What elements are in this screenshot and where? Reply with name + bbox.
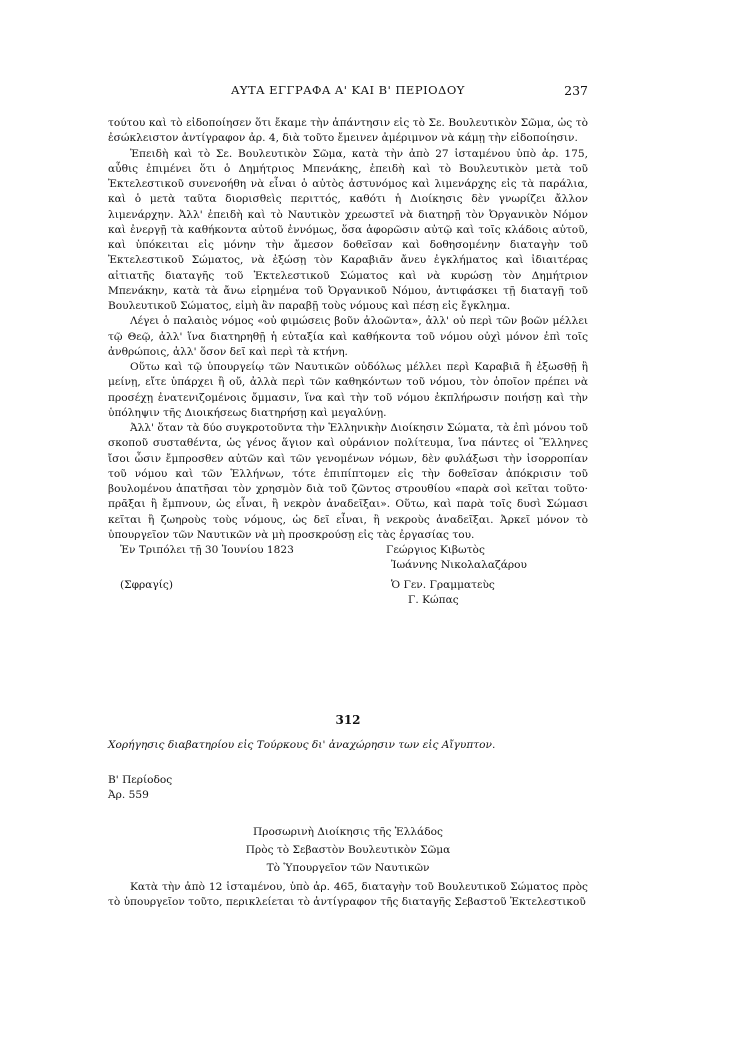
signer-name: Ἰωάννης Νικολαλαζάρου xyxy=(391,559,527,572)
place-date: Ἐν Τριπόλει τῇ 30 Ἰουνίου 1823 xyxy=(120,544,294,556)
seal-mark: (Σφραγίς) xyxy=(120,578,173,591)
address-block xyxy=(108,823,588,877)
signature-row xyxy=(108,558,588,573)
period-label: Β' Περίοδος xyxy=(108,774,173,786)
paragraph: Ἐπειδὴ καὶ τὸ Σε. Βουλευτικὸν Σῶμα, κατὰ τὴν ἀπὸ 27 ἱσταμένου ὑπὸ ἀρ. 175, αὖθις ἐπιμένει ὅτι ὁ Δημήτριος Μπενάκης, ἐπειδὴ καὶ τὸ Βουλευτικὸν μετὰ τοῦ Ἐκτελεστικοῦ συνενοήθη νὰ εἶναι ὁ αὐτὸς ἀστυνόμος καὶ λιμενάρχης εἰς τὰ παράλια, καὶ ὁ μετὰ ταῦτα διορισθεὶς περιττός, καθότι ἡ Διοίκησις δὲν γνωρίζει ἄλλον λιμενάρχην. Ἀλλ' ἐπειδὴ καὶ τὸ Ναυτικὸν χρεωστεῖ νὰ διατηρῇ τὸν Ὀργανικὸν Νόμον καὶ ἐνεργῇ τὰ καθήκοντα αὐτοῦ ἐννόμως, ὅσα ἀφορῶσιν αὐτῷ καὶ τοῖς κλάδοις αὐτοῦ, καὶ ὑπόκειται εἰς μόνην τὴν ἄμεσον δοθεῖσαν καὶ δοθησομένην διαταγὴν τοῦ Ἐκτελεστικοῦ Σώματος, νὰ ἐξώσῃ τὸν Καραβιᾶν ἄνευ ἐγκλήματος καὶ ἰδιαιτέρας αἰτιατῆς διαταγῆς τοῦ Ἐκτελεστικοῦ Σώματος καὶ νὰ κυρώσῃ τὸν Δημήτριον Μπενάκην, κατὰ τὰ ἄνω εἰρημένα τοῦ Ὀργανικοῦ Νόμου, ἀντιφάσκει τῇ διαταγῇ τοῦ Βουλευτικοῦ Σώματος, εἰμὴ ἂν παραβῇ τοὺς νόμους καὶ πέσῃ εἰς ἔγκλημα. xyxy=(108,147,588,312)
page-number: 237 xyxy=(564,83,588,98)
signer-name: Γεώργιος Κιβωτὸς xyxy=(386,544,485,556)
secretary-title: Ὁ Γεν. Γραμματεὺς xyxy=(391,578,495,591)
signature-row xyxy=(108,543,588,558)
secretary-name: Γ. Κώπας xyxy=(408,593,459,606)
signature-row xyxy=(108,593,588,608)
reference-number: Ἀρ. 559 xyxy=(108,789,149,802)
running-header xyxy=(108,83,588,99)
paragraph: Κατὰ τὴν ἀπὸ 12 ἱσταμένου, ὑπὸ ἀρ. 465, διαταγὴν τοῦ Βουλευτικοῦ Σώματος πρὸς τὸ ὑπουργεῖον τοῦτο, περικλείεται τὸ ἀντίγραφον τῆς διαταγῆς Σεβαστοῦ Ἐκτελεστικοῦ xyxy=(108,881,588,909)
main-text xyxy=(108,116,588,608)
address-line: Τὸ Ὑπουργεῖον τῶν Ναυτικῶν xyxy=(266,862,430,874)
address-line: Πρὸς τὸ Σεβαστὸν Βουλευτικὸν Σῶμα xyxy=(245,844,451,856)
paragraph: Λέγει ὁ παλαιὸς νόμος «οὐ φιμώσεις βοῦν ἀλοῶντα», ἀλλ' οὐ περὶ τῶν βοῶν μέλλει τῷ Θεῷ, ἀλλ' ἵνα διατηρηθῇ ἡ εὐταξία καὶ καθήκοντα τοῦ νόμου οὐχὶ μόνον ἐπὶ τοῖς ἀνθρώποις, ἀλλ' ὅσον δεῖ καὶ περὶ τὰ κτήνη. xyxy=(108,315,588,358)
document-title: Χορήγησις διαβατηρίου εἰς Τούρκους δι' ἀναχώρησιν των εἰς Αἴγυπτον. xyxy=(108,739,496,751)
address-line: Προσωρινὴ Διοίκησις τῆς Ἑλλάδος xyxy=(253,826,443,838)
period-block xyxy=(108,773,172,804)
running-title: ΑΥΤΑ ΕΓΓΡΑΦΑ Α' ΚΑΙ Β' ΠΕΡΙΟΔΟΥ xyxy=(231,83,465,97)
signature-row xyxy=(108,578,588,593)
paragraph: τούτου καὶ τὸ εἰδοποίησεν ὅτι ἔκαμε τὴν ἀπάντησιν εἰς τὸ Σε. Βουλευτικὸν Σῶμα, ὡς τὸ ἐσώκλειστον ἀντίγραφον ἀρ. 4, διὰ τοῦτο ἔμεινεν ἀμέριμνον νὰ κάμῃ τὴν εἰδοποίησιν. xyxy=(108,117,588,145)
document-number: 312 xyxy=(335,713,361,727)
paragraph: Ἀλλ' ὅταν τὰ δύο συγκροτοῦντα τὴν Ἑλληνικὴν Διοίκησιν Σώματα, τὰ ἐπὶ μόνου τοῦ σκοποῦ συσταθέντα, ὡς γένος ἅγιον καὶ οὐράνιον πολίτευμα, ἵνα πάντες οἱ Ἕλληνες ἴσοι ὦσιν ἔμπροσθεν αὐτῶν καὶ τῶν γενομένων νόμων, δὲν φυλάξωσι τὴν ἰσορροπίαν τοῦ νόμου καὶ τῶν Ἑλλήνων, τότε ἐπιπίπτομεν εἰς τὴν δοθεῖσαν ἀπόκρισιν τοῦ βουλομένου ἀπατῆσαι τὸν χρησμὸν διὰ τοῦ ζῶντος στρουθίου «παρὰ σοὶ κεῖται τοῦτο· πρᾶξαι ἢ ἔμπνουν, ὡς εἶναι, ἢ νεκρὸν ἀναδεῖξαι». Οὕτω, καὶ παρὰ τοῖς δυσὶ Σώμασι κεῖται ἢ ζωηροὺς τοὺς νόμους, ὡς δεῖ εἶναι, ἢ νεκροὺς ἀναδεῖξαι. Ἀρκεῖ μόνον τὸ ὑπουργεῖον τῶν Ναυτικῶν νὰ μὴ προσκρούσῃ εἰς τὰς ἐργασίας του. xyxy=(108,422,588,541)
paragraph: Οὕτω καὶ τῷ ὑπουργείῳ τῶν Ναυτικῶν οὐδόλως μέλλει περὶ Καραβιᾶ ἢ ἐξωσθῇ ἢ μείνῃ, εἴτε ὑπάρχει ἢ οὔ, ἀλλὰ περὶ τῶν καθηκόντων τοῦ νόμου, τὸν ὁποῖον πρέπει νὰ προσέχῃ ἐνατενιζομένοις ὄμμασιν, ἵνα καὶ τὴν τοῦ νόμου ἐκπλήρωσιν ποιήσῃ καὶ τὴν ὑπόληψιν τῆς Διοικήσεως διατηρήσῃ καὶ μεγαλύνῃ. xyxy=(108,361,588,419)
final-text xyxy=(108,880,588,911)
